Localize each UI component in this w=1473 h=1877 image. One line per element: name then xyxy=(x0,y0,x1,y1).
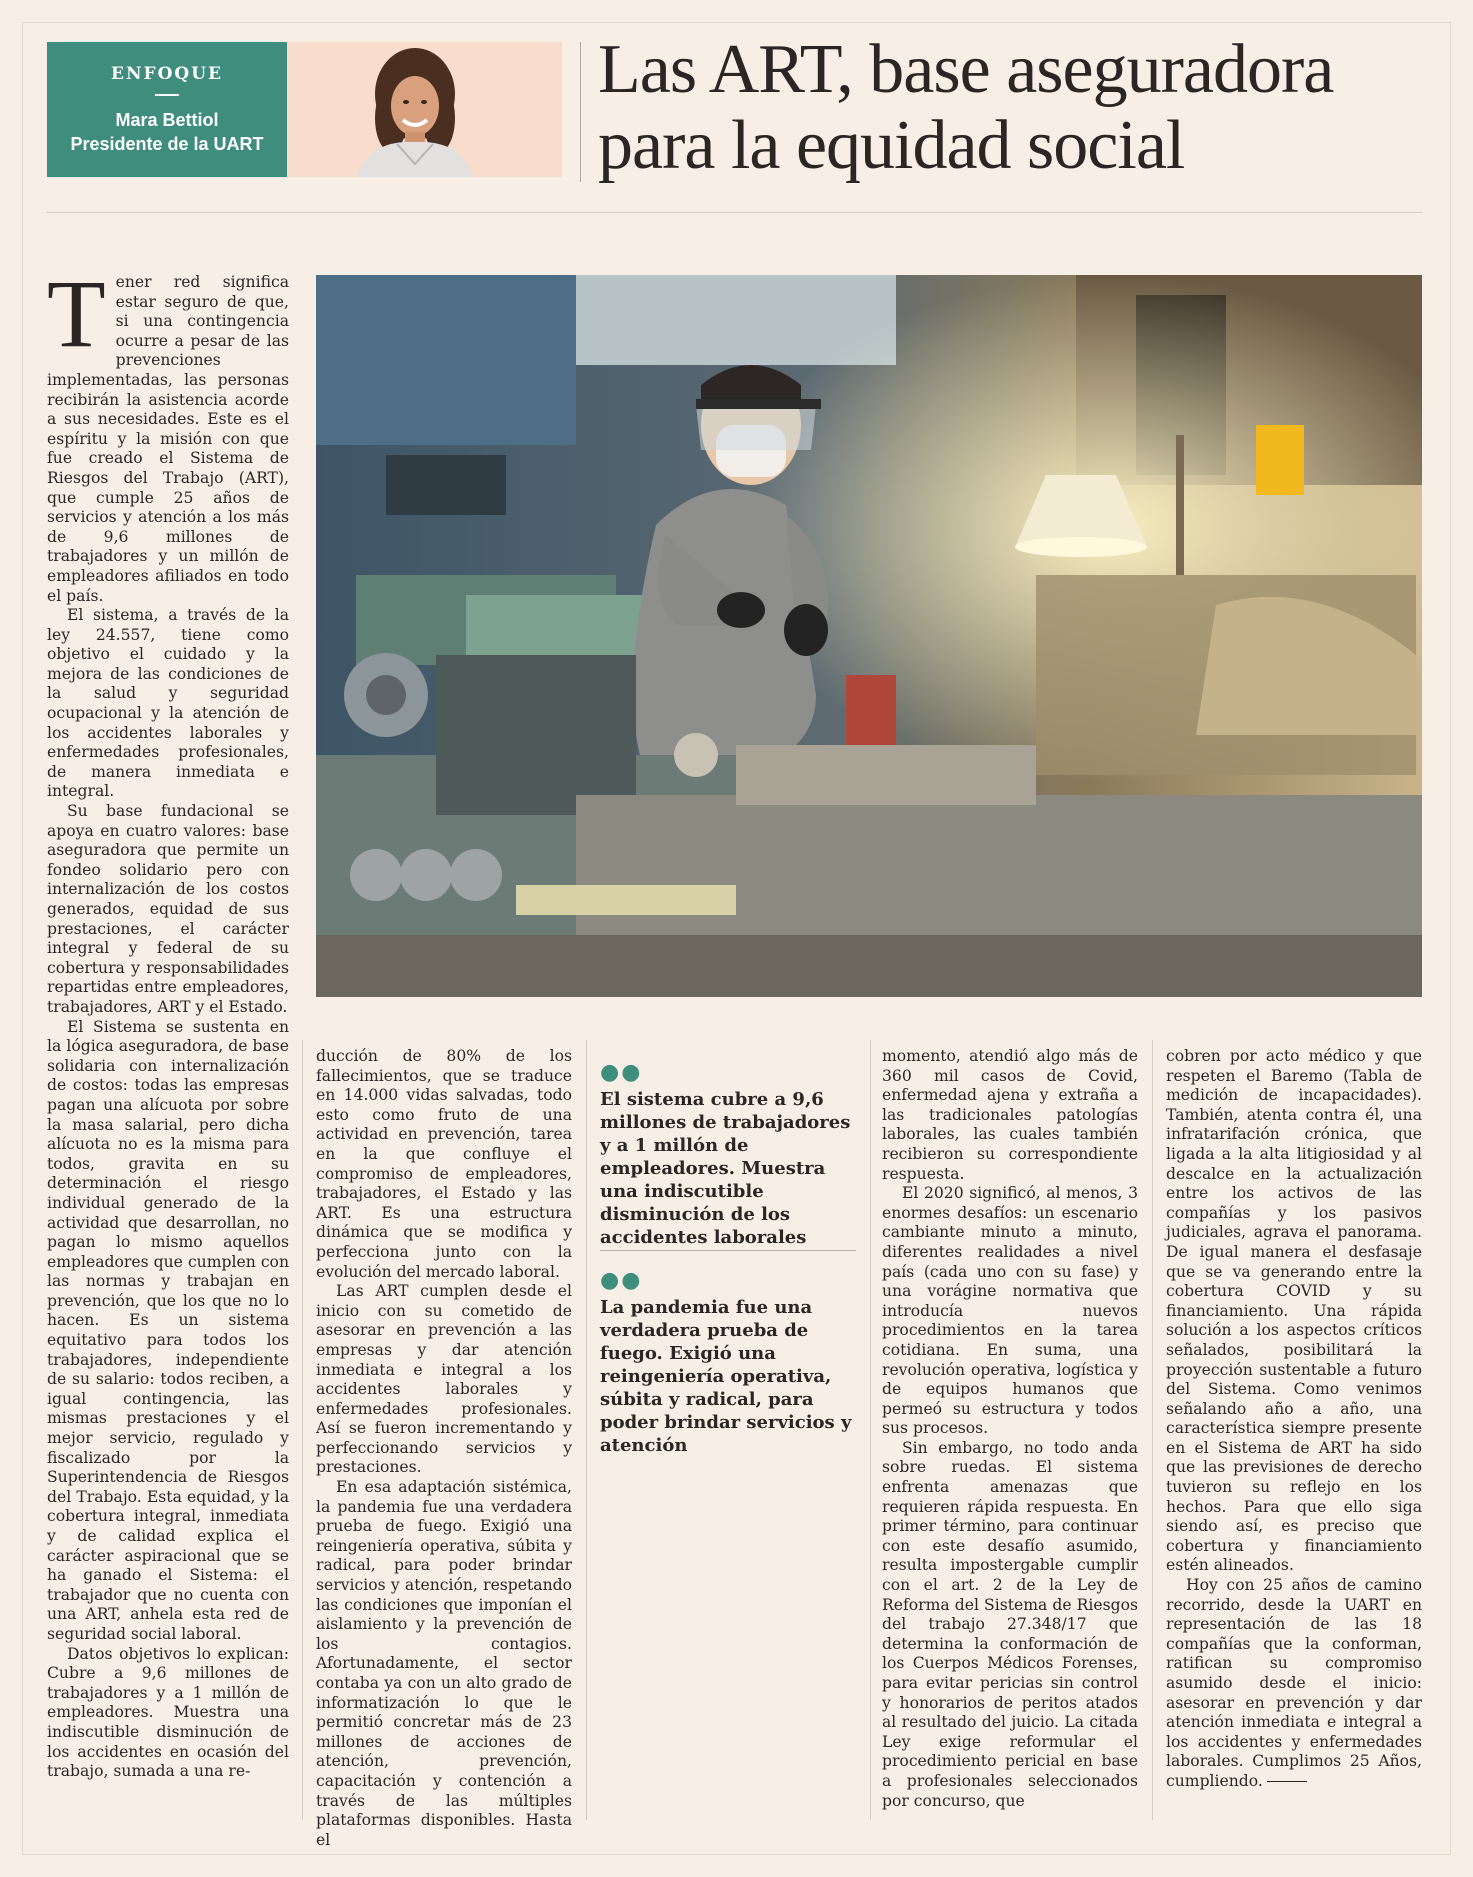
workshop-photo xyxy=(316,275,1422,997)
section-label: ENFOQUE xyxy=(111,64,223,84)
section-tag xyxy=(47,42,287,177)
pullquote-1 xyxy=(600,1059,856,1249)
paragraph: En esa adaptación sistémica, la pandemia fue una verdadera prueba de fuego. Exigió una reingeniería operativa, súbita y radical, para poder brindar servicios y atención, respetando las condiciones que imponían el aislamiento y la prevención de los contagios. Afortunadamente, el sector contaba ya con un alto grado de informatización lo que le permitió concretar más de 23 millones de acciones de atención, prevención, capacitación y contención a través de las múltiples plataformas disponibles. Hasta el xyxy=(316,1478,572,1849)
author-portrait xyxy=(287,42,562,177)
pullquote-marker: ●● xyxy=(600,1267,643,1293)
paragraph: ducción de 80% de los fallecimientos, que se traduce en 14.000 vidas salvadas, todo esto como fruto de una actividad en prevención, tarea en la que confluye el compromiso de empleadores, trabajadores, el Estado y las ART. Es una estructura dinámica que se modifica y perfecciona junto con la evolución del mercado laboral. xyxy=(316,1047,572,1281)
pullquote-rule xyxy=(600,1250,856,1251)
author-name: Mara Bettiol xyxy=(115,110,219,130)
column-rule xyxy=(1152,1040,1153,1820)
section-rule xyxy=(155,94,179,96)
article-column-2 xyxy=(316,1047,572,1850)
article-column-4 xyxy=(1166,1047,1422,1792)
article-column-1 xyxy=(47,260,289,1782)
article-headline: Las ART, base aseguradora para la equidad social xyxy=(598,31,1334,184)
column-rule xyxy=(586,1040,587,1820)
pullquote-marker: ●● xyxy=(600,1059,643,1085)
pullquote-2 xyxy=(600,1267,856,1457)
paragraph: El sistema, a través de la ley 24.557, tiene como objetivo el cuidado y la mejora de las condiciones de la salud y seguridad ocupacional y la atención de los accidentes laborales y enfermedades profesionales, de manera inmediata e integral. xyxy=(47,606,289,801)
pullquote-text: El sistema cubre a 9,6 millones de trabajadores y a 1 millón de empleadores. Muestra una indiscutible disminución de los accidentes laborales xyxy=(600,1089,851,1248)
paragraph: Datos objetivos lo explican: Cubre a 9,6 millones de trabajadores y a 1 millón de empleadores. Muestra una indiscutible disminución de los accidentes en ocasión del trabajo, sumada a una re- xyxy=(47,1644,289,1781)
column-rule xyxy=(870,1040,871,1820)
author-role: Presidente de la UART xyxy=(70,134,264,154)
paragraph: Las ART cumplen desde el inicio con su cometido de asesorar en prevención a las empresas y dar atención inmediata e integral a los accidentes laborales y enfermedades profesionales. Así se fueron incrementando y perfeccionando servicios y prestaciones. xyxy=(316,1282,572,1477)
article-column-3 xyxy=(882,1047,1138,1811)
paragraph: Sin embargo, no todo anda sobre ruedas. El sistema enfrenta amenazas que requieren rápida respuesta. En primer término, para continuar con este desafío asumido, resulta impostergable cumplir con el art. 2 de la Ley de Reforma del Sistema de Riesgos del trabajo 27.348/17 que determina la conformación de los Cuerpos Médicos Forenses, para evitar pericias sin control y honorarios de peritos atados al resultado del juicio. La citada Ley exige reformular el procedimiento pericial en base a profesionales seleccionados por concurso, que xyxy=(882,1438,1138,1810)
end-mark xyxy=(1267,1781,1307,1782)
column-rule xyxy=(302,1040,303,1820)
paragraph: Su base fundacional se apoya en cuatro valores: base aseguradora que permite un fondeo solidario pero con internalización de los costos generados, equidad de sus prestaciones, el carácter integral y federal de su cobertura y responsabilidades repartidas entre empleadores, trabajadores, ART y el Estado. xyxy=(47,802,289,1016)
paragraph: momento, atendió algo más de 360 mil casos de Covid, enfermedad ajena y extraña a las tradicionales patologías laborales, las cuales también recibieron su correspondiente respuesta. xyxy=(882,1047,1138,1183)
dropcap: T xyxy=(47,260,106,367)
header-rule xyxy=(47,212,1422,213)
pullquote-text: La pandemia fue una verdadera prueba de fuego. Exigió una reingeniería operativa, súbita y radical, para poder brindar servicios y atención xyxy=(600,1297,852,1456)
paragraph: El Sistema se sustenta en la lógica aseguradora, de base solidaria con internalización de costos: todas las empresas pagan una alícuota por sobre la masa salarial, pero dicha alícuota no es la misma para todos, gravita en su determinación el riesgo individual generado de la actividad que desarrollan, no pagan lo mismo aquellos empleadores que cumplen con las normas y trabajan en prevención, que los que no lo hacen. Es un sistema equitativo para todos los trabajadores, independiente de su salario: todos reciben, a igual contingencia, las mismas prestaciones y el mejor servicio, regulado y fiscalizado por la Superintendencia de Riesgos del Trabajo. Esta equidad, y la cobertura integral, inmediata y de calidad explica el carácter aspiracional que se ha ganado el Sistema: el trabajador que no cuenta con una ART, anhela esta red de seguridad social laboral. xyxy=(47,1017,289,1643)
paragraph: Hoy con 25 años de camino recorrido, desde la UART en representación de las 18 compañías que la conforman, ratifican su compromiso asumido desde el inicio: asesorar en prevención y dar atención inmediata e integral a los accidentes y enfermedades laborales. Cumplimos 25 Años, cumpliendo. xyxy=(1166,1576,1422,1790)
paragraph: cobren por acto médico y que respeten el Baremo (Tabla de medición de incapacidades). También, atenta contra él, una infratarifación crónica, que ligada a la alta litigiosidad y al descalce en la actualización entre los activos de las compañías y los pasivos judiciales, agrava el panorama. De igual manera el desfasaje que se va generando entre la cobertura COVID y su financiamiento. Una rápida solución a los aspectos críticos señalados, posibilitará la proyección sustentable a futuro del Sistema. Como venimos señalando año a año, una característica siempre presente en el Sistema de ART ha sido que las previsiones de derecho tuvieron su reflejo en los hechos. Para que ello siga siendo así, es preciso que cobertura y financiamiento estén alineados. xyxy=(1166,1047,1422,1575)
byline-box xyxy=(47,42,562,177)
paragraph: Tener red significa estar seguro de que, si una contingencia ocurre a pesar de las prevenciones implementadas, las personas recibirán la asistencia acorde a sus necesidades. Este es el espíritu y la misión con que fue creado el Sistema de Riesgos del Trabajo (ART), que cumple 25 años de servicios y atención a los más de 9,6 millones de trabajadores y un millón de empleadores afiliados en todo el país. xyxy=(47,260,289,605)
paragraph: El 2020 significó, al menos, 3 enormes desafíos: un escenario cambiante minuto a minuto, diferentes realidades a nivel país (cada uno con su fase) y una vorágine normativa que introducía nuevos procedimientos en la tarea cotidiana. En suma, una revolución operativa, logística y de equipos humanos que permeó su estructura y todos sus procesos. xyxy=(882,1184,1138,1438)
header-divider xyxy=(580,42,581,182)
